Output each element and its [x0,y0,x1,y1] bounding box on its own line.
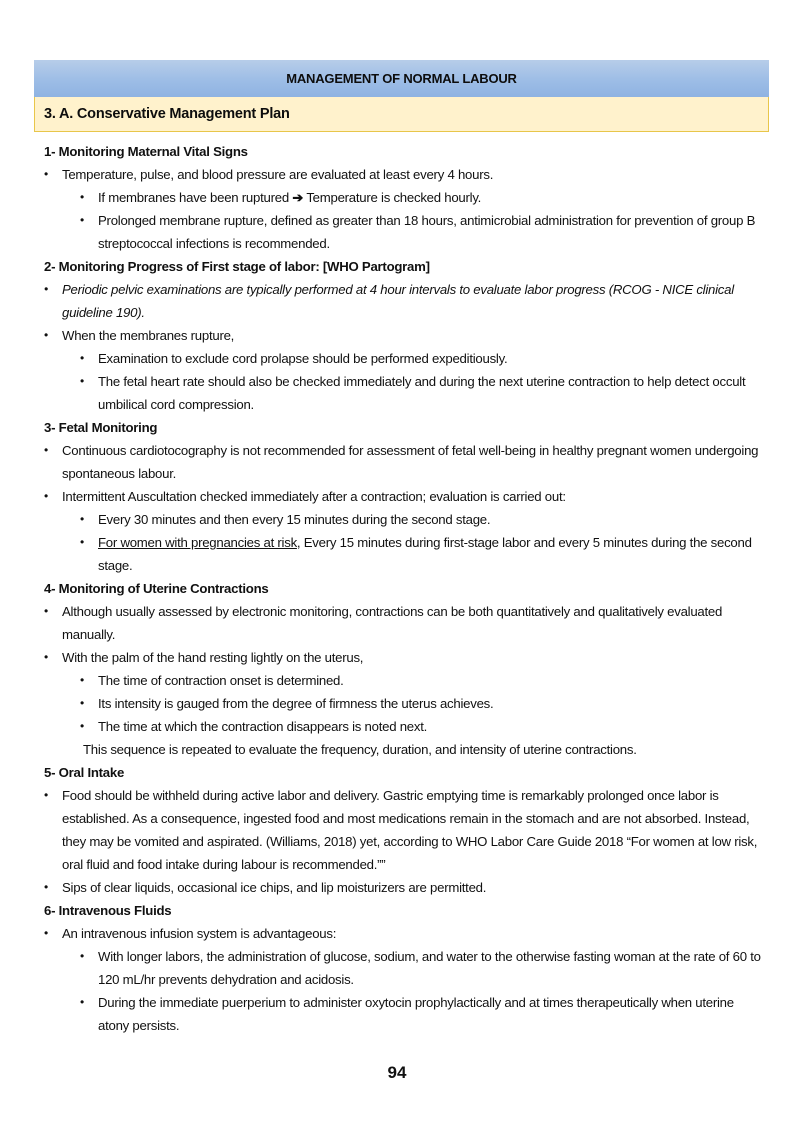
section-heading: 3- Fetal Monitoring [44,420,158,435]
note-text: This sequence is repeated to evaluate the frequency, duration, and intensity of uterine contractions. [83,742,637,757]
section-heading: 4- Monitoring of Uterine Contractions [44,581,269,596]
section-heading: 2- Monitoring Progress of First stage of labor: [WHO Partogram] [44,259,430,274]
bullet-icon: • [44,282,48,296]
underlined-phrase: For women with pregnancies at risk [98,535,297,550]
arrow-right-icon: ➔ [292,190,304,205]
list-item: • The time at which the contraction disappears is noted next. [44,715,764,738]
section-heading: 5- Oral Intake [44,765,125,780]
list-item: • The fetal heart rate should also be checked immediately and during the next uterine contraction to help detect occult umbilical cord compression. [44,370,764,416]
list-item: • Examination to exclude cord prolapse should be performed expeditiously. [44,347,764,370]
bullet-icon: • [80,949,84,963]
list-item: • Continuous cardiotocography is not recommended for assessment of fetal well-being in healthy pregnant women undergoing spontaneous labour. [44,439,764,485]
bullet-icon: • [44,443,48,457]
list-item: • With longer labors, the administration of glucose, sodium, and water to the otherwise fasting woman at the rate of 60 to 120 mL/hr prevents dehydration and acidosis. [44,945,764,991]
list-item: • If membranes have been ruptured ➔ Temperature is checked hourly. [44,186,764,209]
section-heading: 6- Intravenous Fluids [44,903,172,918]
list-item: • Food should be withheld during active labor and delivery. Gastric emptying time is remarkably prolonged once labor is established. As a consequence, ingested food and most medications remain in the stomach and are not absorbed. Instead, they may be vomited and aspirated. (Williams, 2018) yet, according to WHO Labor Care Guide 2018 “For women at low risk, oral fluid and food intake during labour is recommended.”” [44,784,764,876]
list-item: • Periodic pelvic examinations are typically performed at 4 hour intervals to evaluate labor progress (RCOG - NICE clinical guideline 190). [44,278,764,324]
bullet-icon: • [44,788,48,802]
list-item: • Sips of clear liquids, occasional ice chips, and lip moisturizers are permitted. [44,876,764,899]
page-number: 94 [387,1063,407,1082]
bullet-icon: • [80,673,84,687]
bullet-icon: • [80,719,84,733]
section-title: 3. A. Conservative Management Plan [44,106,290,122]
bullet-icon: • [44,604,48,618]
list-item: • An intravenous infusion system is advantageous: [44,922,764,945]
bullet-icon: • [44,650,48,664]
bullet-icon: • [80,190,84,204]
bullet-icon: • [44,926,48,940]
bullet-icon: • [80,995,84,1009]
page-content [44,140,764,1037]
list-item: • Every 30 minutes and then every 15 minutes during the second stage. [44,508,764,531]
bullet-icon: • [44,167,48,181]
bullet-icon: • [44,489,48,503]
bullet-icon: • [44,880,48,894]
bullet-icon: • [80,374,84,388]
bullet-icon: • [80,213,84,227]
bullet-icon: • [80,535,84,549]
bullet-icon: • [44,328,48,342]
chapter-header [34,60,769,97]
list-item: • For women with pregnancies at risk, Every 15 minutes during first-stage labor and every 5 minutes during the second stage. [44,531,764,577]
list-item: • The time of contraction onset is determined. [44,669,764,692]
bullet-icon: • [80,696,84,710]
list-item: • During the immediate puerperium to administer oxytocin prophylactically and at times therapeutically when uterine atony persists. [44,991,764,1037]
list-item: • Prolonged membrane rupture, defined as greater than 18 hours, antimicrobial administration for prevention of group B streptococcal infections is recommended. [44,209,764,255]
section-title-box [34,97,769,132]
list-item: • Although usually assessed by electronic monitoring, contractions can be both quantitatively and qualitatively evaluated manually. [44,600,764,646]
list-item: • Its intensity is gauged from the degree of firmness the uterus achieves. [44,692,764,715]
bullet-icon: • [80,512,84,526]
list-item: • When the membranes rupture, [44,324,764,347]
section-heading: 1- Monitoring Maternal Vital Signs [44,144,248,159]
list-item: • Intermittent Auscultation checked immediately after a contraction; evaluation is carried out: [44,485,764,508]
list-item: • With the palm of the hand resting lightly on the uterus, [44,646,764,669]
chapter-title: MANAGEMENT OF NORMAL LABOUR [286,71,517,86]
list-item: • Temperature, pulse, and blood pressure are evaluated at least every 4 hours. [44,163,764,186]
bullet-icon: • [80,351,84,365]
